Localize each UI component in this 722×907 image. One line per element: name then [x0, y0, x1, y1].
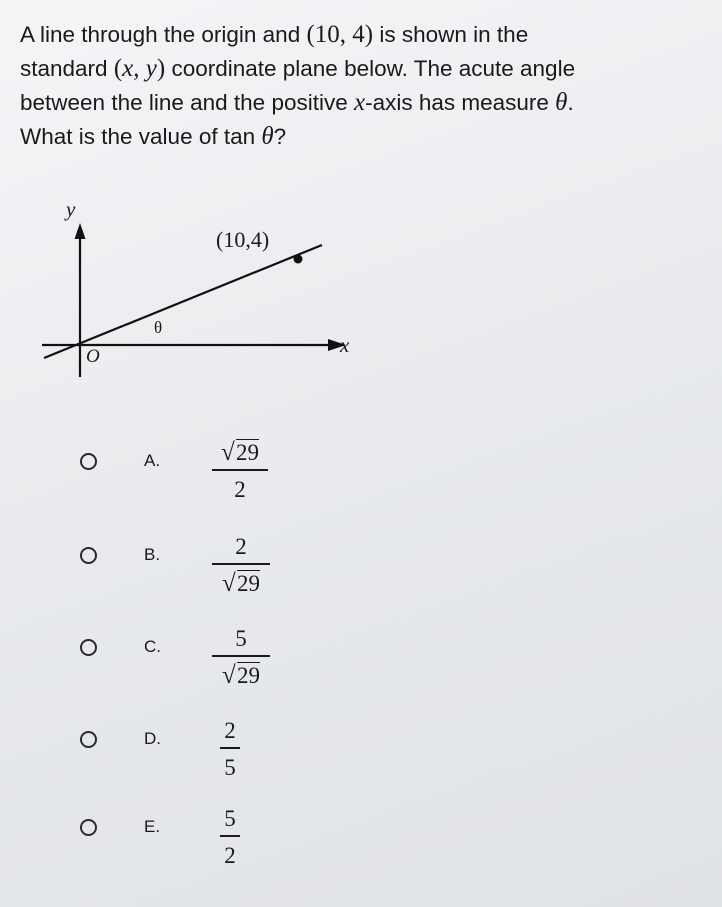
variable-x: x [353, 89, 366, 116]
radio-button[interactable] [80, 731, 97, 748]
origin-label: O [86, 346, 100, 367]
fraction-bar [212, 469, 268, 471]
fraction-denominator: 2 [224, 842, 236, 868]
fraction-denominator: 5 [224, 754, 236, 780]
choice-letter: B. [144, 545, 161, 564]
theta-symbol: θ [555, 89, 568, 116]
answer-fraction [212, 439, 268, 503]
variable-x: x [122, 55, 134, 82]
radical-sign: √ [221, 439, 235, 466]
question-text-segment: A line through the origin and [20, 22, 307, 47]
radical-sign: √ [222, 661, 236, 689]
question-text-segment: . [567, 90, 574, 115]
point-label: (10,4) [216, 227, 270, 252]
paren-close: ) [156, 55, 166, 82]
fraction-bar [220, 835, 240, 837]
radical-sign: √ [222, 569, 236, 597]
fraction-denominator [222, 662, 260, 689]
choice-letter: C. [144, 637, 161, 656]
variable-y: y [145, 55, 157, 82]
question-text-segment: between the line and the positive [20, 90, 354, 115]
fraction-numerator: 5 [235, 626, 247, 651]
fraction-numerator: 2 [224, 718, 236, 743]
radio-button[interactable] [80, 819, 97, 836]
fraction-bar [220, 747, 240, 749]
choice-letter: E. [144, 817, 161, 836]
fraction-numerator: 5 [224, 806, 236, 831]
point-coordinates: (10, 4) [306, 21, 374, 48]
answer-fraction [212, 533, 270, 597]
angle-label: θ [154, 318, 163, 337]
fraction-denominator [222, 570, 260, 597]
fraction-denominator: 2 [234, 476, 246, 502]
answer-fraction [220, 717, 240, 781]
radio-button[interactable] [80, 639, 97, 656]
y-axis-label: y [66, 197, 76, 221]
choice-letter: D. [144, 729, 161, 748]
radio-button[interactable] [80, 547, 97, 564]
question-text-segment: ? [273, 124, 287, 149]
fraction-bar [212, 563, 270, 565]
fraction-bar [212, 655, 270, 657]
square-root [221, 439, 259, 466]
comma: , [133, 55, 146, 82]
answer-fraction [212, 625, 270, 689]
question-text-segment: -axis has measure [365, 90, 556, 115]
theta-symbol: θ [261, 123, 274, 150]
question-text-segment: is shown in the [373, 22, 529, 47]
answer-fraction [220, 805, 240, 869]
square-root [222, 662, 260, 689]
square-root [222, 570, 260, 597]
question-text-segment: standard [20, 56, 114, 81]
radio-button[interactable] [80, 453, 97, 470]
fraction-numerator: 2 [235, 534, 247, 559]
radicand: 29 [236, 440, 259, 465]
radicand: 29 [237, 662, 260, 688]
x-axis-label: x [340, 333, 350, 357]
radicand: 29 [237, 570, 260, 596]
question-text-segment: coordinate plane below. The acute angle [165, 56, 576, 81]
paren-open: ( [113, 55, 123, 82]
question-text-segment: What is the value of tan [20, 124, 262, 149]
choice-letter: A. [144, 451, 161, 470]
fraction-numerator [221, 439, 259, 466]
